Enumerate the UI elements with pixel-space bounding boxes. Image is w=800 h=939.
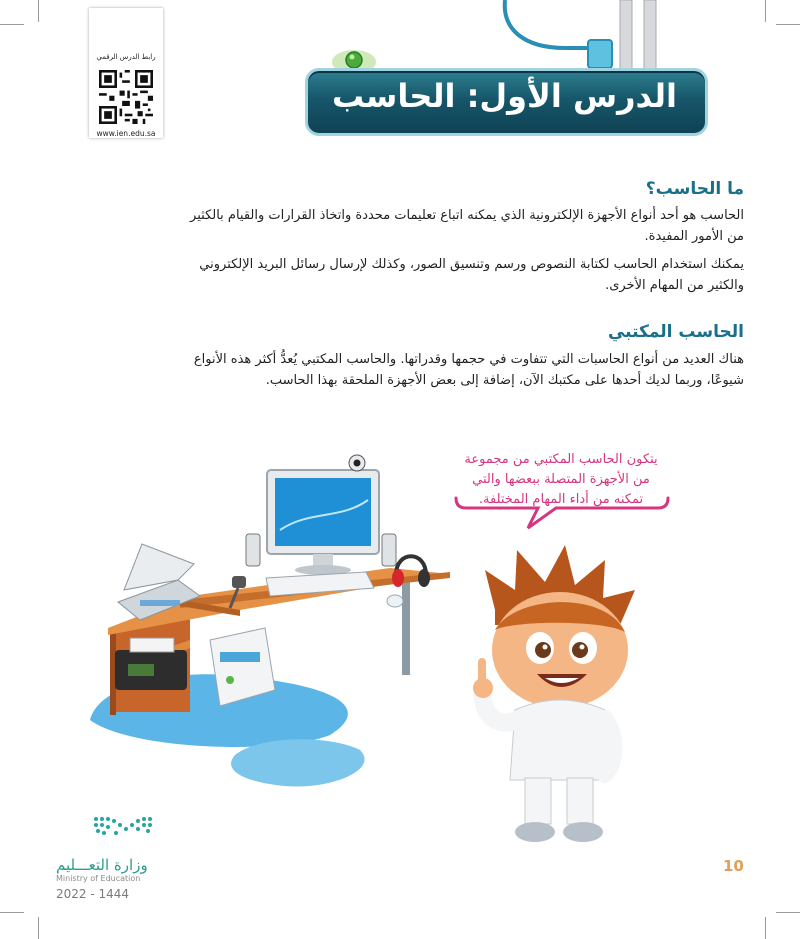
qr-card[interactable]	[89, 8, 163, 138]
banner-decoration	[330, 0, 710, 75]
crop-mark	[0, 912, 24, 913]
crop-mark	[776, 912, 800, 913]
speech-text	[456, 450, 666, 510]
title-banner	[305, 68, 708, 136]
ministry-name-ar: وزارة التعـــليم	[56, 856, 148, 874]
crop-mark	[0, 24, 24, 25]
boy-character-illustration	[455, 540, 660, 845]
section1-paragraph2-line1: يمكنك استخدام الحاسب لكتابة النصوص ورسم وتنسيق الصور، وكذلك لإرسال رسائل البريد الإلكتروني	[199, 257, 744, 272]
crop-mark	[765, 0, 766, 22]
section-heading-desktop-computer: الحاسب المكتبي	[607, 322, 744, 342]
section2-paragraph-line1: هناك العديد من أنواع الحاسبات التي تتفاوت في حجمها وقدراتها. والحاسب المكتبي يُعدُّ أكثر هذه الأنواع	[193, 352, 744, 367]
section2-paragraph-line2: شيوعًا، وربما لديك أحدها على مكتبك الآن، إضافة إلى بعض الأجهزة الملحقة بهذا الحاسب.	[265, 373, 744, 388]
section1-paragraph2-line2: والكثير من المهام الأخرى.	[605, 278, 744, 293]
section1-paragraph1-line2: من الأمور المفيدة.	[644, 229, 744, 244]
speech-line: من الأجهزة المتصلة ببعضها والتي	[472, 472, 650, 487]
desktop-computer-illustration	[70, 450, 450, 800]
ministry-logo-icon	[92, 813, 157, 843]
qr-url[interactable]: www.ien.edu.sa	[96, 129, 156, 138]
page-number: 10	[723, 857, 744, 875]
crop-mark	[776, 24, 800, 25]
speech-line: تمكنه من أداء المهام المختلفة.	[478, 492, 644, 507]
page-title: الدرس الأول: الحاسب	[332, 77, 677, 115]
crop-mark	[38, 917, 39, 939]
crop-mark	[765, 917, 766, 939]
qr-code-icon[interactable]	[99, 70, 153, 124]
section1-paragraph1-line1: الحاسب هو أحد أنواع الأجهزة الإلكترونية الذي يمكنه اتباع تعليمات محددة واتخاذ القرارات والقيام بالكثير	[190, 208, 744, 223]
section-heading-what-is-computer: ما الحاسب؟	[645, 179, 744, 199]
edition-year: 2022 - 1444	[56, 887, 130, 901]
crop-mark	[38, 0, 39, 22]
ministry-name-en: Ministry of Education	[56, 874, 141, 883]
qr-label: رابط الدرس الرقمي	[96, 53, 156, 61]
speech-line: يتكون الحاسب المكتبي من مجموعة	[464, 452, 658, 467]
